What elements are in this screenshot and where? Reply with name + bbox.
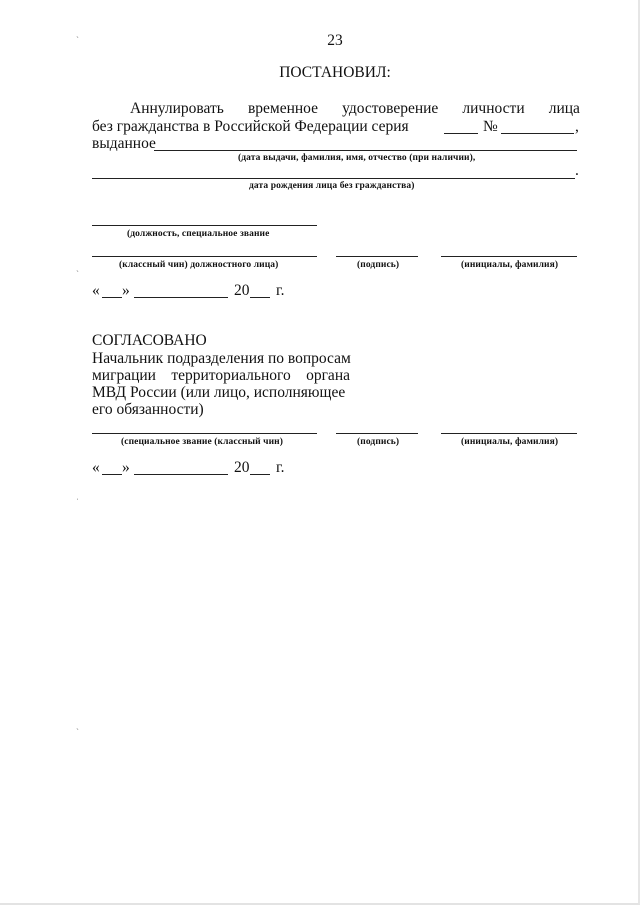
approval-line-1: Начальник подразделения по вопросам [92,350,351,367]
signature-caption: (подпись) [357,260,400,270]
rank-field [92,433,317,434]
word: удостоверение [342,100,439,117]
date-open-quote: « [92,459,100,476]
page-number: 23 [327,32,343,49]
month-field [134,474,228,475]
scan-mark: ˎ [76,28,79,38]
scan-mark: ˌ [76,490,79,500]
scan-mark: ˎ [76,720,79,730]
date-open-quote: « [92,282,100,299]
initials-field [441,433,577,434]
date-close-quote: » [122,459,130,476]
word: Аннулировать [130,100,224,117]
position-caption: (должность, специальное звание [127,229,270,239]
period: . [575,162,579,179]
year-field [250,297,270,298]
month-field [134,297,228,298]
initials-caption: (инициалы, фамилия) [461,260,559,270]
approval-line-2 [92,367,350,385]
year-prefix: 20 [234,282,250,299]
word: территориального [171,367,291,384]
birth-caption: дата рождения лица без гражданства) [249,181,415,191]
scan-mark: ˎ [76,262,79,272]
rank-caption: (классный чин) должностного лица) [119,260,279,270]
word: миграции [92,367,156,384]
series-field [444,133,478,134]
rank-field [92,256,317,257]
issued-field [154,150,577,151]
birth-field [92,178,575,179]
issue-caption: (дата выдачи, фамилия, имя, отчество (при наличии), [238,153,476,163]
year-suffix: г. [276,282,285,299]
year-suffix: г. [276,459,285,476]
decision-line-2: без гражданства в Российской Федерации серия [92,118,409,135]
word: временное [247,100,318,117]
word: органа [306,367,350,384]
year-field [250,474,270,475]
issued-label: выданное [92,135,156,152]
word: лица [548,100,580,117]
number-field [501,133,574,134]
number-sign: № [483,118,498,135]
position-field [92,225,317,226]
signature-caption: (подпись) [357,437,400,447]
document-title: ПОСТАНОВИЛ: [279,64,391,81]
comma: , [575,118,579,135]
word: личности [462,100,525,117]
approval-heading: СОГЛАСОВАНО [92,332,207,349]
initials-caption: (инициалы, фамилия) [461,437,559,447]
signature-field [336,256,418,257]
day-field [102,474,122,475]
year-prefix: 20 [234,459,250,476]
approval-line-4: его обязанности) [92,401,204,418]
rank-caption: (специальное звание (классный чин) [121,437,284,447]
signature-field [336,433,418,434]
decision-line-1 [130,100,580,118]
approval-line-3: МВД России (или лицо, исполняющее [92,384,346,401]
date-close-quote: » [122,282,130,299]
initials-field [441,256,577,257]
day-field [102,297,122,298]
